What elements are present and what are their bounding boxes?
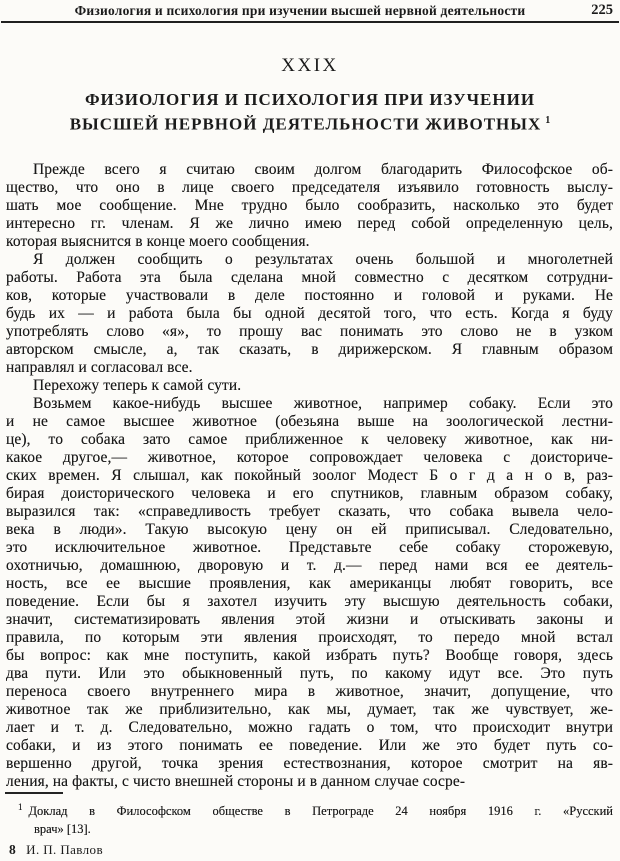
print-signature — [9, 842, 103, 858]
text-line: животное так же приблизительно, как мы, думает, так же чувствует, же- — [6, 701, 613, 718]
text-line: вершенно другой, точка зрения естествознания, которое смотрит на яв- — [6, 755, 613, 772]
article-title-line-2 — [8, 110, 612, 135]
text-line: Возьмем какое-нибудь высшее животное, например собаку. Если это — [33, 395, 613, 412]
text-line: значит, систематизировать явления этой жизни и отыскивать законы и — [6, 611, 613, 628]
footnote — [6, 799, 613, 838]
article-title-line-2-text: ВЫСШЕЙ НЕРВНОЙ ДЕЯТЕЛЬНОСТИ ЖИВОТНЫХ — [69, 114, 542, 134]
text-line: выразился так: «справедливость требует сказать, что собака вывела чело- — [6, 503, 613, 520]
text-line: употреблять слово «я», то прошу вас понимать это слово не в узком — [6, 323, 613, 340]
text-line: ность, все ее высшие проявления, как американцы любят говорить, все — [6, 575, 613, 592]
text-line: ков, которые участвовали в деле постоянно и головой и руками. Не — [6, 287, 613, 304]
text-line: это исключительное животное. Представьте себе собаку сторожевую, — [6, 539, 613, 556]
body-text — [6, 161, 613, 791]
text-line: охотничью, домашнюю, дворовую и т. д.— перед нами вся ее деятель- — [6, 557, 613, 574]
text-line: ских времен. Я слышал, как покойный зоолог Модест Б о г д а н о в, раз- — [6, 467, 613, 484]
text-line: работы. Работа эта была сделана мной совместно с десятком сотрудни- — [6, 269, 613, 286]
text-line: поведение. Если бы я захотел изучить эту высшую деятельность собаки, — [6, 593, 613, 610]
text-line: интересно гг. членам. Я же лично имею перед собой определенную цель, — [6, 215, 613, 232]
footnote-separator — [5, 792, 63, 794]
footnote-mark: 1 — [18, 802, 23, 812]
paragraph — [6, 395, 613, 791]
text-line: щество, что оно в лице своего председателя изъявило готовность выслу- — [6, 179, 613, 196]
page-number: 225 — [591, 2, 613, 18]
text-line: века в люди». Такую высокую цену он ей приписывал. Следовательно, — [6, 521, 613, 538]
footnote-line-2: врач» [13]. — [34, 821, 91, 836]
text-line: ления, на факты, с чисто внешней стороны и в данном случае сосре- — [6, 773, 466, 790]
paragraph — [6, 377, 613, 395]
text-line: какое другое,— животное, которое сопровождает человека с доисториче- — [6, 449, 613, 466]
text-line: шать мое сообщение. Мне трудно было сообразить, насколько это будет — [6, 197, 613, 214]
text-line: правила, по которым эти явления происходят, то передо мной встал — [6, 629, 613, 646]
text-line: авторском смысле, а, так сказать, в дирижерском. Я главным образом — [6, 341, 613, 358]
text-line: переноса своего внутреннего мира в животное, значит, допущение, что — [6, 683, 613, 700]
text-line: направлял и согласовал все. — [6, 359, 193, 376]
text-line: два пути. Или это обыкновенный путь, по какому идут все. Это путь — [6, 665, 613, 682]
text-line: Прежде всего я считаю своим долгом благодарить Философское об- — [33, 161, 613, 178]
text-line: будь их — и работа была бы одной десятой того, что есть. Когда я буду — [6, 305, 613, 322]
signature-number: 8 — [9, 842, 17, 857]
running-header: Физиология и психология при изучении высшей нервной деятельности — [74, 3, 526, 18]
text-line: бирая доисторического человека и его спутников, главным образом собаку, — [6, 485, 613, 502]
paragraph — [6, 251, 613, 377]
text-line: которая выяснится в конце моего сообщения. — [6, 233, 310, 250]
article-title-line-1: ФИЗИОЛОГИЯ И ПСИХОЛОГИЯ ПРИ ИЗУЧЕНИИ — [84, 90, 536, 109]
header-rule — [1, 21, 619, 23]
paragraph — [6, 161, 613, 251]
title-footnote-ref: 1 — [545, 115, 551, 126]
text-line: Я должен сообщить о результатах очень большой и многолетней — [33, 251, 613, 268]
text-line: лает и т. д. Следовательно, можно гадать о том, что происходит внутри — [6, 719, 613, 736]
text-line: и не самое высшее животное (обезьяна выше на зоологической лестни- — [6, 413, 613, 430]
footnote-line-1 — [6, 799, 613, 821]
article-title — [8, 89, 612, 135]
text-line: собаки, и из этого понимать ее поведение. Или же это будет путь со- — [6, 737, 613, 754]
chapter-number: XXIX — [281, 55, 339, 76]
footnote-line-1-text: Доклад в Философском обществе в Петрограде 24 ноября 1916 г. «Русский — [28, 804, 613, 819]
text-line: Перехожу теперь к самой сути. — [33, 377, 242, 394]
author-name: И. П. Павлов — [26, 842, 103, 857]
text-line: це), то собака зато самое приближенное к человеку животное, как ни- — [6, 431, 613, 448]
text-line: бы вопрос: как мне поступить, какой избрать путь? Вообще говоря, здесь — [6, 647, 613, 664]
